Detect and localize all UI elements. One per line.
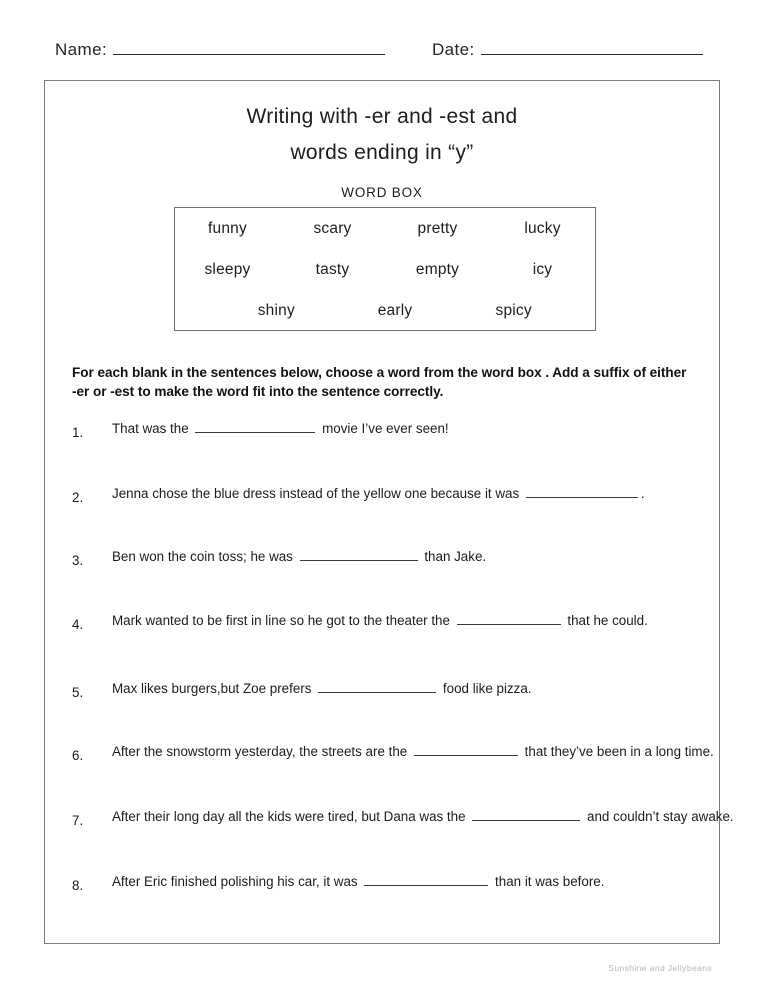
- word-box-row: [175, 208, 595, 249]
- word-box-item: icy: [532, 260, 553, 278]
- title-line-2: words ending in “y”: [290, 141, 474, 164]
- question-text-after-blank: .: [640, 486, 645, 501]
- question-item: [67, 547, 752, 567]
- question-text-after-blank: that he could.: [563, 613, 648, 628]
- name-label: Name:: [55, 40, 108, 59]
- word-box-item: tasty: [315, 260, 350, 278]
- question-number: 8.: [72, 878, 84, 893]
- instructions-text: For each blank in the sentences below, choose a word from the word box . Add a suffix of either -er or -est to make the word fit into the sentence correctly.: [72, 365, 687, 399]
- worksheet-title: [45, 99, 719, 171]
- name-field-group: [55, 40, 385, 60]
- question-text-after-blank: that they’ve been in a long time.: [520, 744, 714, 759]
- question-text: [112, 547, 752, 567]
- answer-blank[interactable]: [472, 808, 580, 821]
- footer-credit: Sunshine and Jellybeans: [608, 963, 712, 973]
- question-text: [112, 807, 752, 827]
- question-text-before-blank: After their long day all the kids were tired, but Dana was the: [112, 809, 470, 824]
- question-number: 6.: [72, 748, 84, 763]
- question-text-after-blank: than it was before.: [491, 874, 605, 889]
- question-number: 7.: [72, 813, 84, 828]
- answer-blank[interactable]: [364, 873, 488, 886]
- name-date-header: [0, 40, 768, 72]
- question-item: [67, 679, 752, 699]
- date-label: Date:: [432, 40, 475, 59]
- question-text-before-blank: After the snowstorm yesterday, the streets are the: [112, 744, 411, 759]
- question-text-before-blank: Ben won the coin toss; he was: [112, 549, 297, 564]
- answer-blank[interactable]: [414, 743, 518, 756]
- question-item: [67, 807, 752, 827]
- word-box-item: empty: [415, 260, 460, 278]
- question-item: [67, 742, 752, 762]
- worksheet-frame: [44, 80, 734, 944]
- answer-blank[interactable]: [300, 548, 418, 561]
- question-text-before-blank: Max likes burgers,but Zoe prefers: [112, 681, 316, 696]
- answer-blank[interactable]: [457, 612, 561, 625]
- name-write-line[interactable]: [113, 40, 385, 55]
- word-box: [174, 207, 596, 331]
- question-text: [112, 679, 752, 699]
- word-box-item: shiny: [257, 302, 295, 320]
- word-box-caption: WORD BOX: [341, 185, 423, 200]
- word-box-row: [175, 249, 595, 290]
- answer-blank[interactable]: [318, 680, 436, 693]
- title-line-1: Writing with -er and -est and: [246, 105, 518, 128]
- word-box-item: lucky: [524, 219, 561, 237]
- word-box-item: scary: [313, 219, 352, 237]
- question-item: [67, 872, 752, 892]
- question-number: 3.: [72, 553, 84, 568]
- question-number: 5.: [72, 685, 84, 700]
- question-text-after-blank: and couldn’t stay awake.: [583, 809, 734, 824]
- question-item: [67, 419, 752, 439]
- question-text-after-blank: movie I’ve ever seen!: [318, 421, 449, 436]
- date-field-group: [432, 40, 703, 60]
- question-text: [112, 742, 752, 762]
- question-number: 2.: [72, 490, 84, 505]
- question-text: [112, 872, 752, 892]
- word-box-item: pretty: [417, 219, 458, 237]
- question-item: [67, 484, 752, 504]
- word-box-item: early: [377, 302, 413, 320]
- question-text: [112, 611, 752, 631]
- word-box-row: [175, 291, 595, 332]
- word-box-item: spicy: [495, 302, 532, 320]
- question-text: [112, 484, 752, 504]
- question-text-before-blank: Jenna chose the blue dress instead of the yellow one because it was: [112, 486, 523, 501]
- question-text-after-blank: food like pizza.: [439, 681, 532, 696]
- question-text-before-blank: That was the: [112, 421, 193, 436]
- question-item: [67, 611, 752, 631]
- answer-blank[interactable]: [195, 420, 315, 433]
- word-box-item: funny: [208, 219, 247, 237]
- question-number: 4.: [72, 617, 84, 632]
- word-box-item: sleepy: [204, 260, 251, 278]
- date-write-line[interactable]: [481, 40, 703, 55]
- question-text-before-blank: After Eric finished polishing his car, it was: [112, 874, 362, 889]
- question-number: 1.: [72, 425, 84, 440]
- answer-blank[interactable]: [526, 485, 638, 498]
- question-text-before-blank: Mark wanted to be first in line so he got to the theater the: [112, 613, 454, 628]
- question-text: [112, 419, 752, 439]
- question-text-after-blank: than Jake.: [420, 549, 487, 564]
